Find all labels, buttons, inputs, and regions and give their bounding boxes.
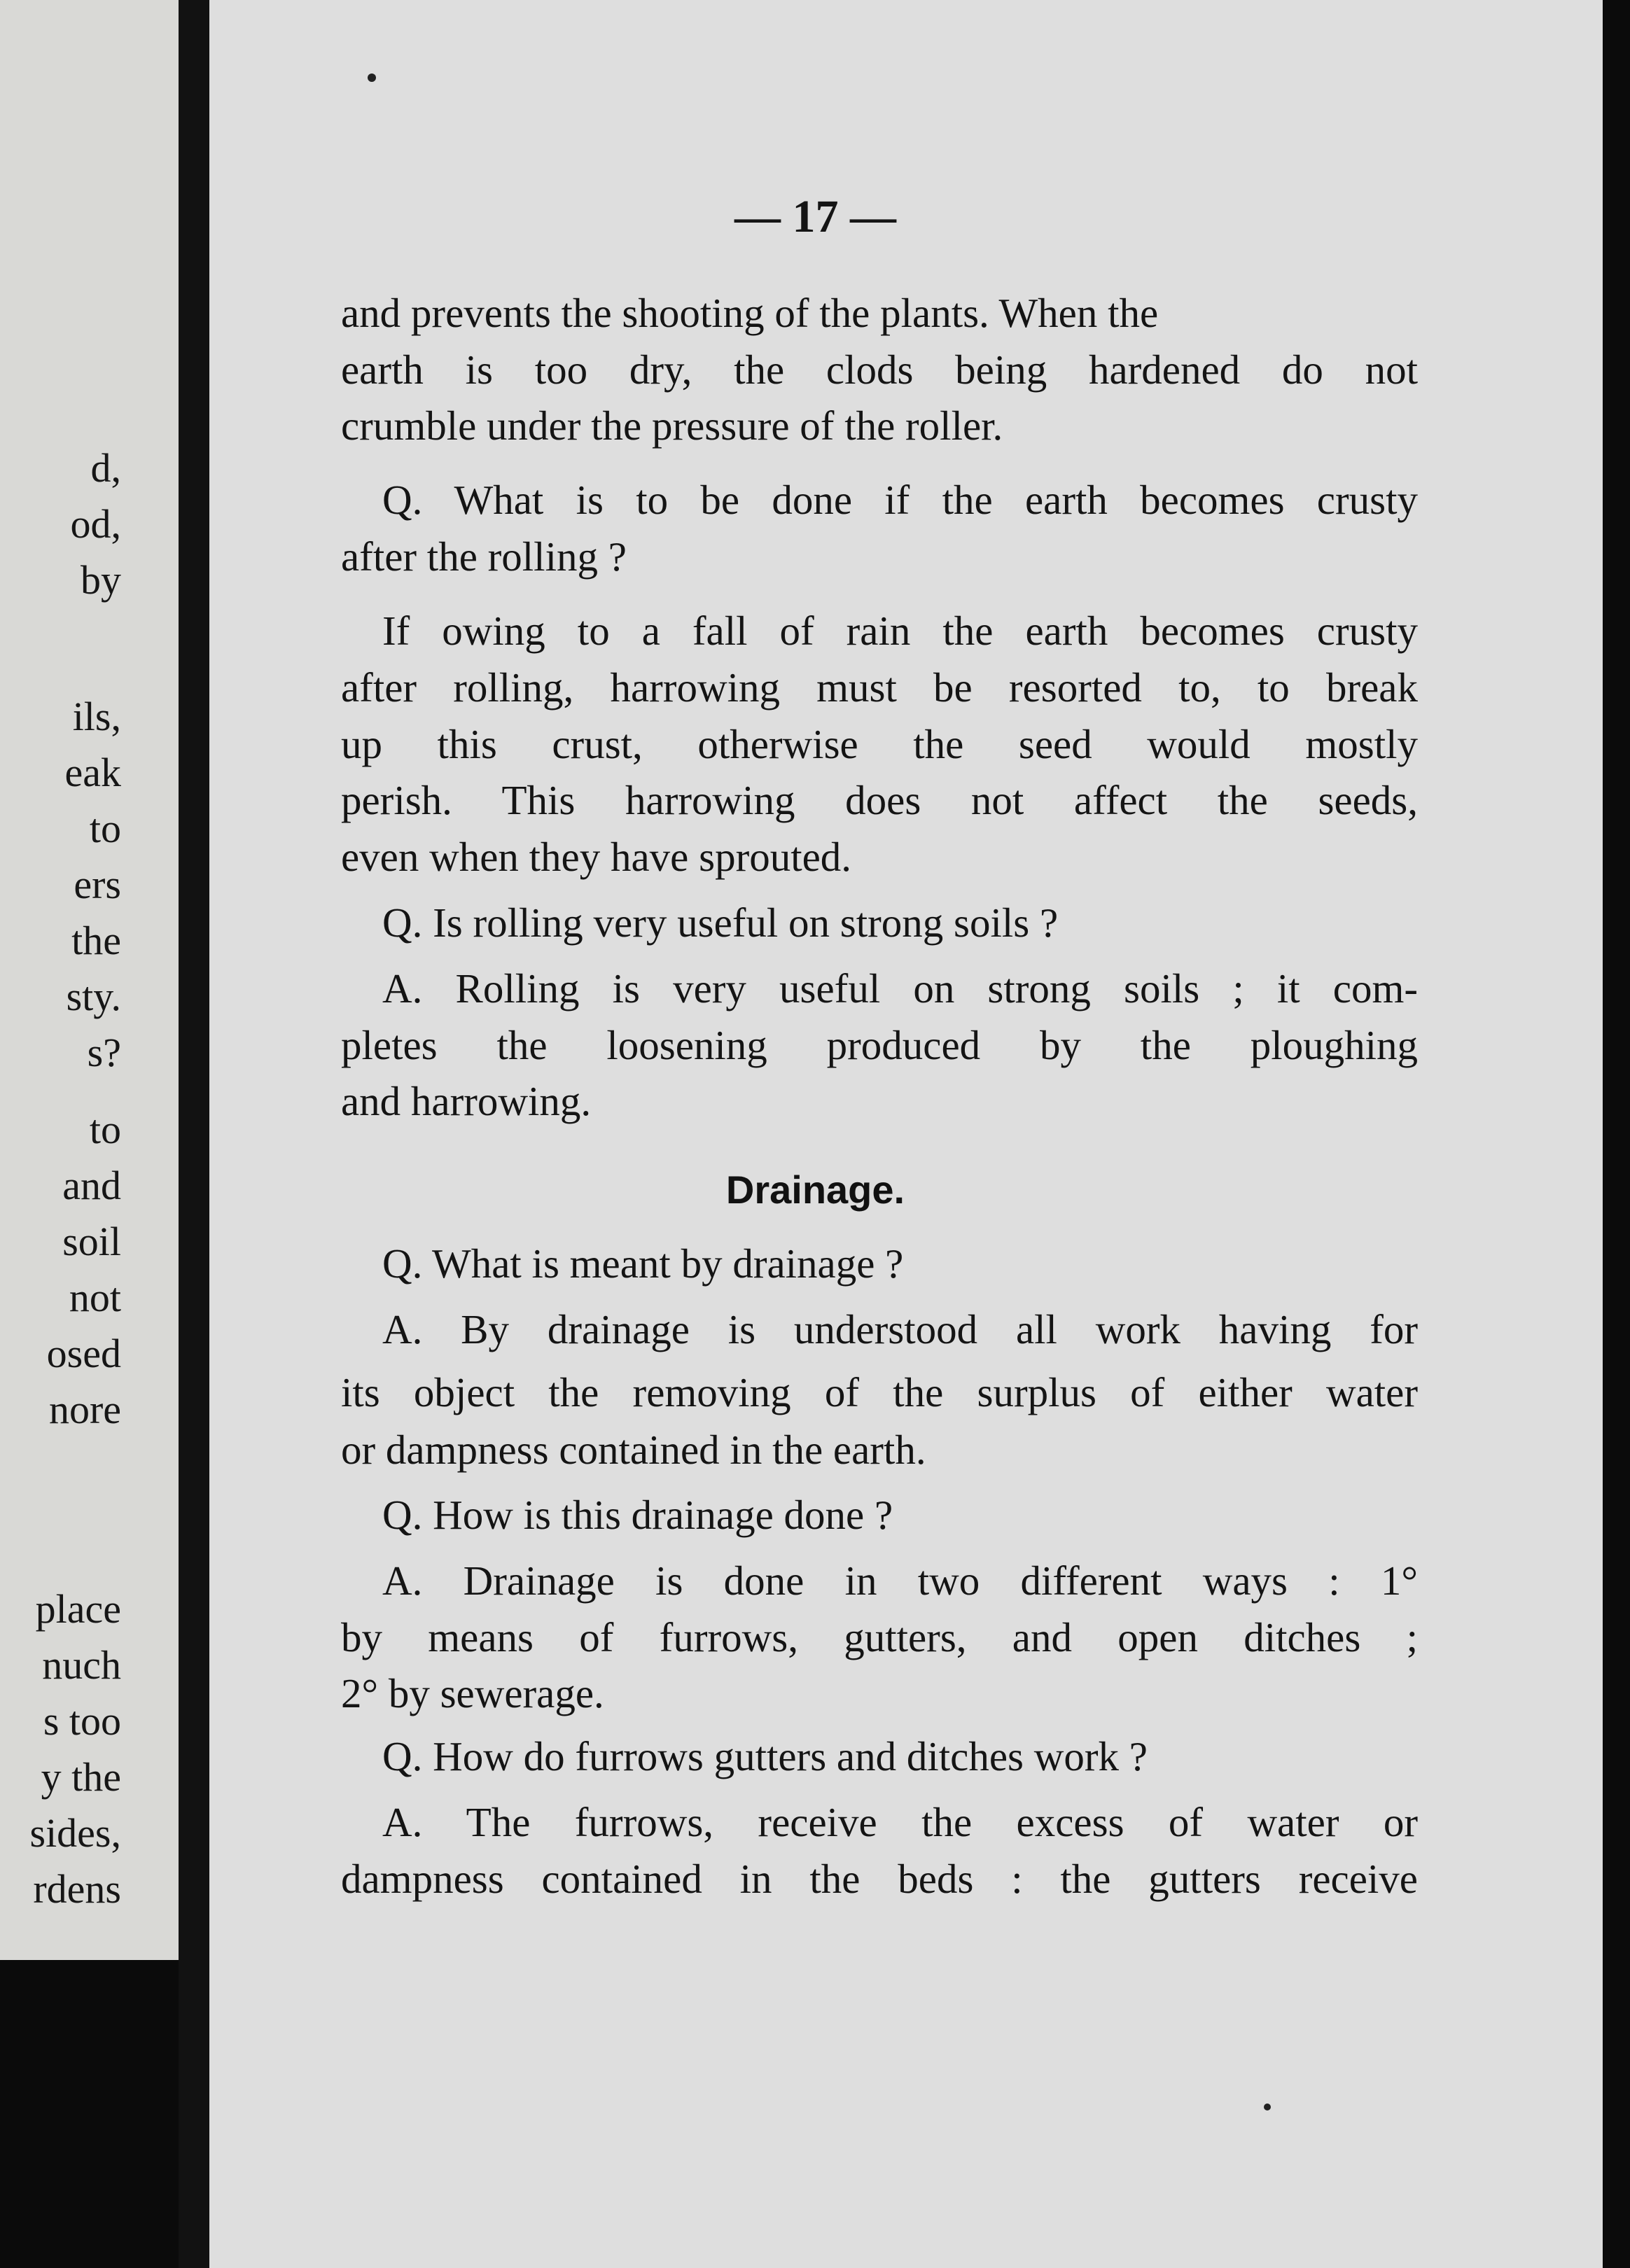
left-fragment: ers (74, 862, 121, 907)
page-number: — 17 — (734, 191, 896, 242)
left-fragment: soil (62, 1219, 121, 1264)
answer-line: If owing to a fall of rain the earth becomes crusty (382, 608, 1418, 654)
left-fragment: nuch (42, 1642, 121, 1688)
answer-line: even when they have sprouted. (341, 834, 852, 880)
left-fragment: eak (64, 750, 121, 795)
previous-page-edge (0, 0, 179, 1960)
answer-line: or dampness contained in the earth. (341, 1427, 926, 1473)
left-fragment: to (89, 1107, 121, 1152)
left-fragment: the (71, 918, 121, 963)
ink-speck (1264, 2104, 1271, 2110)
left-fragment: and (62, 1163, 121, 1208)
ink-speck (368, 74, 376, 82)
left-fragment: place (35, 1586, 121, 1632)
left-fragment: s too (43, 1698, 121, 1744)
left-fragment: d, (90, 445, 121, 491)
question-line: Q. Is rolling very useful on strong soils ? (382, 899, 1059, 946)
question-line: Q. What is meant by drainage ? (382, 1240, 904, 1287)
answer-line: A. Drainage is done in two different ways : 1° (382, 1558, 1418, 1604)
left-fragment: ils, (72, 694, 121, 739)
book-gutter (179, 0, 209, 2268)
left-fragment: od, (70, 501, 121, 547)
question-line: after the rolling ? (341, 533, 627, 580)
left-fragment: rdens (33, 1866, 121, 1912)
answer-line: dampness contained in the beds : the gutters receive (341, 1856, 1418, 1902)
question-line: Q. How is this drainage done ? (382, 1492, 893, 1538)
body-line: crumble under the pressure of the roller. (341, 402, 1003, 449)
answer-line: A. By drainage is understood all work having for (382, 1306, 1418, 1352)
answer-line: A. The furrows, receive the excess of water or (382, 1799, 1418, 1845)
question-line: Q. What is to be done if the earth becomes crusty (382, 477, 1418, 523)
answer-line: after rolling, harrowing must be resorted to, to break (341, 664, 1418, 710)
left-fragment: y the (41, 1754, 121, 1800)
left-fragment: s? (87, 1030, 121, 1075)
left-fragment: sides, (29, 1810, 121, 1856)
left-fragment: osed (46, 1331, 121, 1376)
answer-line: up this crust, otherwise the seed would mostly (341, 721, 1418, 767)
answer-line: 2° by sewerage. (341, 1670, 604, 1716)
answer-line: perish. This harrowing does not affect the seeds, (341, 777, 1418, 823)
book-page (209, 0, 1603, 2268)
body-line: earth is too dry, the clods being hardened do not (341, 346, 1418, 393)
left-fragment: sty. (66, 974, 121, 1019)
answer-line: pletes the loosening produced by the ploughing (341, 1022, 1418, 1068)
left-fragment: nore (48, 1387, 121, 1432)
answer-line: by means of furrows, gutters, and open ditches ; (341, 1614, 1418, 1660)
answer-line: and harrowing. (341, 1078, 592, 1124)
section-heading: Drainage. (725, 1168, 905, 1212)
body-line: and prevents the shooting of the plants. When the (341, 290, 1159, 336)
answer-line: its object the removing of the surplus of either water (341, 1369, 1418, 1415)
left-fragment: to (89, 806, 121, 851)
answer-line: A. Rolling is very useful on strong soils ; it com- (382, 965, 1418, 1011)
question-line: Q. How do furrows gutters and ditches work ? (382, 1733, 1148, 1779)
left-fragment: not (69, 1275, 121, 1320)
left-fragment: by (81, 557, 121, 603)
